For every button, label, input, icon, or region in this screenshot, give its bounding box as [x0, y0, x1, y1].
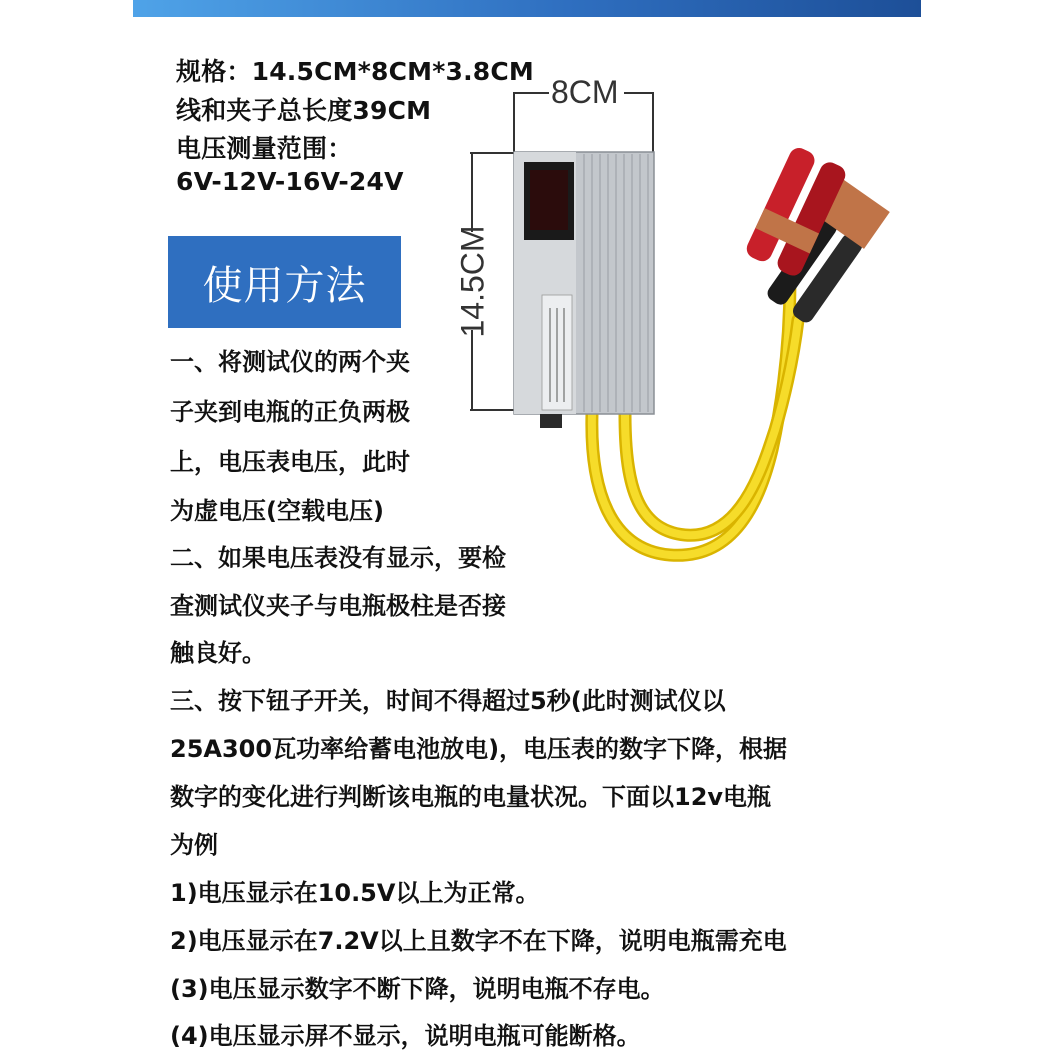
- step3-line1: 三、按下钮子开关，时间不得超过5秒(此时测试仪以: [170, 687, 726, 715]
- dim-width-line-right: [624, 92, 654, 94]
- step2-line2: 查测试仪夹子与电瓶极柱是否接: [170, 592, 506, 620]
- result-3: (3)电压显示数字不断下降，说明电瓶不存电。: [170, 975, 665, 1003]
- result-2: 2)电压显示在7.2V以上且数字不在下降，说明电瓶需充电: [170, 927, 787, 955]
- toggle-switch: [540, 414, 562, 428]
- step2-line1: 二、如果电压表没有显示，要检: [170, 544, 506, 572]
- spec-range-values: 6V-12V-16V-24V: [176, 167, 404, 196]
- battery-tester-illustration: [500, 130, 920, 570]
- step2-line3: 触良好。: [170, 639, 266, 667]
- step3-line2: 25A300瓦功率给蓄电池放电)，电压表的数字下降，根据: [170, 735, 788, 763]
- step1-line4: 为虚电压(空载电压): [170, 497, 384, 525]
- step1-line3: 上，电压表电压，此时: [170, 448, 410, 476]
- dim-height-label: 14.5CM: [454, 225, 491, 338]
- top-gradient-bar: [133, 0, 921, 17]
- spec-range-label: 电压测量范围：: [176, 134, 353, 163]
- step1-line1: 一、将测试仪的两个夹: [170, 348, 410, 376]
- spec-size: 规格：14.5CM*8CM*3.8CM: [176, 57, 534, 86]
- step3-line4: 为例: [170, 831, 218, 859]
- usage-method-badge: 使用方法: [168, 236, 401, 328]
- dim-width-label: 8CM: [551, 74, 619, 110]
- dim-height-line-bottom: [471, 330, 473, 410]
- step3-line3: 数字的变化进行判断该电瓶的电量状况。下面以12v电瓶: [170, 783, 772, 811]
- result-4: (4)电压显示屏不显示，说明电瓶可能断格。: [170, 1022, 641, 1050]
- dim-width-line-left: [513, 92, 549, 94]
- result-1: 1)电压显示在10.5V以上为正常。: [170, 879, 540, 907]
- tester-device: [514, 152, 654, 428]
- spec-cable-length: 线和夹子总长度39CM: [176, 96, 432, 125]
- dim-height-line-top: [471, 152, 473, 232]
- step1-line2: 子夹到电瓶的正负两极: [170, 398, 410, 426]
